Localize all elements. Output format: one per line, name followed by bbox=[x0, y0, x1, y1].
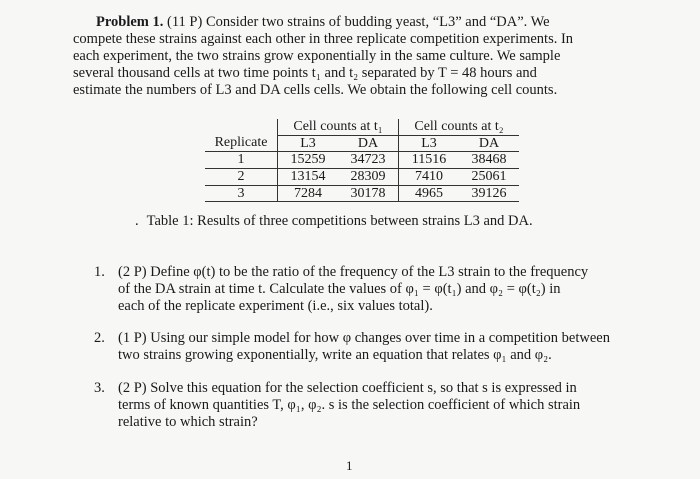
count-cell: 11516 bbox=[399, 152, 460, 169]
intro-line: compete these strains against each other in three replicate competition experiments. In bbox=[73, 31, 574, 48]
question-line: (2 P) Solve this equation for the selection coefficient s, so that s is expressed in bbox=[118, 379, 577, 396]
question-line: relative to which strain? bbox=[118, 413, 258, 430]
problem-heading: Problem 1. bbox=[96, 14, 164, 30]
count-cell: 34723 bbox=[338, 152, 399, 169]
question-line: terms of known quantities T, φ₁, φ₂. s is the selection coefficient of which strain bbox=[118, 396, 581, 413]
group-header-t1: Cell counts at t₁ bbox=[278, 119, 399, 135]
question-body bbox=[118, 264, 630, 315]
problem-intro bbox=[73, 14, 625, 100]
row-header-replicate: Replicate bbox=[205, 135, 278, 152]
subheader-cell: L3 bbox=[300, 135, 316, 151]
count-cell: 13154 bbox=[278, 169, 339, 186]
question-line: of the DA strain at time t. Calculate the values of φ₁ = φ(t₁) and φ₂ = φ(t₂) in bbox=[118, 281, 561, 298]
intro-line: estimate the numbers of L3 and DA cells cells. We obtain the following cell counts. bbox=[73, 82, 558, 99]
table-group-header-row bbox=[205, 119, 519, 135]
question-line: two strains growing exponentially, write an equation that relates φ₁ and φ₂. bbox=[118, 347, 552, 364]
subheader-cell: DA bbox=[338, 135, 399, 152]
count-cell: 7284 bbox=[278, 185, 339, 202]
count-cell: 25061 bbox=[459, 169, 519, 186]
question-body bbox=[118, 330, 630, 364]
question-item bbox=[94, 380, 630, 431]
question-item bbox=[94, 330, 630, 364]
cell-counts-table bbox=[205, 119, 519, 202]
replicate-cell: 3 bbox=[205, 185, 278, 202]
replicate-cell: 2 bbox=[205, 169, 278, 186]
question-number: 2. bbox=[94, 330, 105, 347]
caption-marker: . bbox=[135, 213, 139, 229]
table-row bbox=[205, 185, 519, 202]
group-header-t2: Cell counts at t₂ bbox=[399, 119, 520, 135]
intro-line: each experiment, the two strains grow exponentially in the same culture. We sample bbox=[73, 48, 561, 65]
question-body bbox=[118, 380, 630, 431]
count-cell: 38468 bbox=[459, 152, 519, 169]
table-caption bbox=[135, 213, 533, 230]
page-number: 1 bbox=[346, 458, 353, 473]
table-row bbox=[205, 169, 519, 186]
replicate-cell: 1 bbox=[205, 152, 278, 169]
count-cell: 15259 bbox=[278, 152, 339, 169]
question-number: 1. bbox=[94, 264, 105, 280]
count-cell: 30178 bbox=[338, 185, 399, 202]
table-row bbox=[205, 152, 519, 169]
count-cell: 4965 bbox=[399, 185, 460, 202]
count-cell: 28309 bbox=[338, 169, 399, 186]
count-cell: 39126 bbox=[459, 185, 519, 202]
caption-text: Table 1: Results of three competitions between strains L3 and DA. bbox=[146, 213, 533, 229]
question-line: (2 P) Define φ(t) to be the ratio of the frequency of the L3 strain to the frequency bbox=[118, 264, 589, 280]
intro-line: several thousand cells at two time points t₁ and t₂ separated by T = 48 hours and bbox=[73, 65, 537, 82]
count-cell: 7410 bbox=[399, 169, 460, 186]
question-line: each of the replicate experiment (i.e., six values total). bbox=[118, 298, 433, 315]
question-number: 3. bbox=[94, 379, 105, 396]
question-item bbox=[94, 264, 630, 315]
subheader-cell: L3 bbox=[421, 135, 437, 151]
question-line: (1 P) Using our simple model for how φ changes over time in a competition between bbox=[118, 330, 610, 347]
table-subheader-row bbox=[205, 135, 519, 152]
subheader-cell: DA bbox=[478, 135, 500, 151]
question-list bbox=[94, 264, 630, 446]
intro-line: Problem 1. (11 P) Consider two strains of budding yeast, “L3” and “DA”. We bbox=[96, 14, 550, 30]
